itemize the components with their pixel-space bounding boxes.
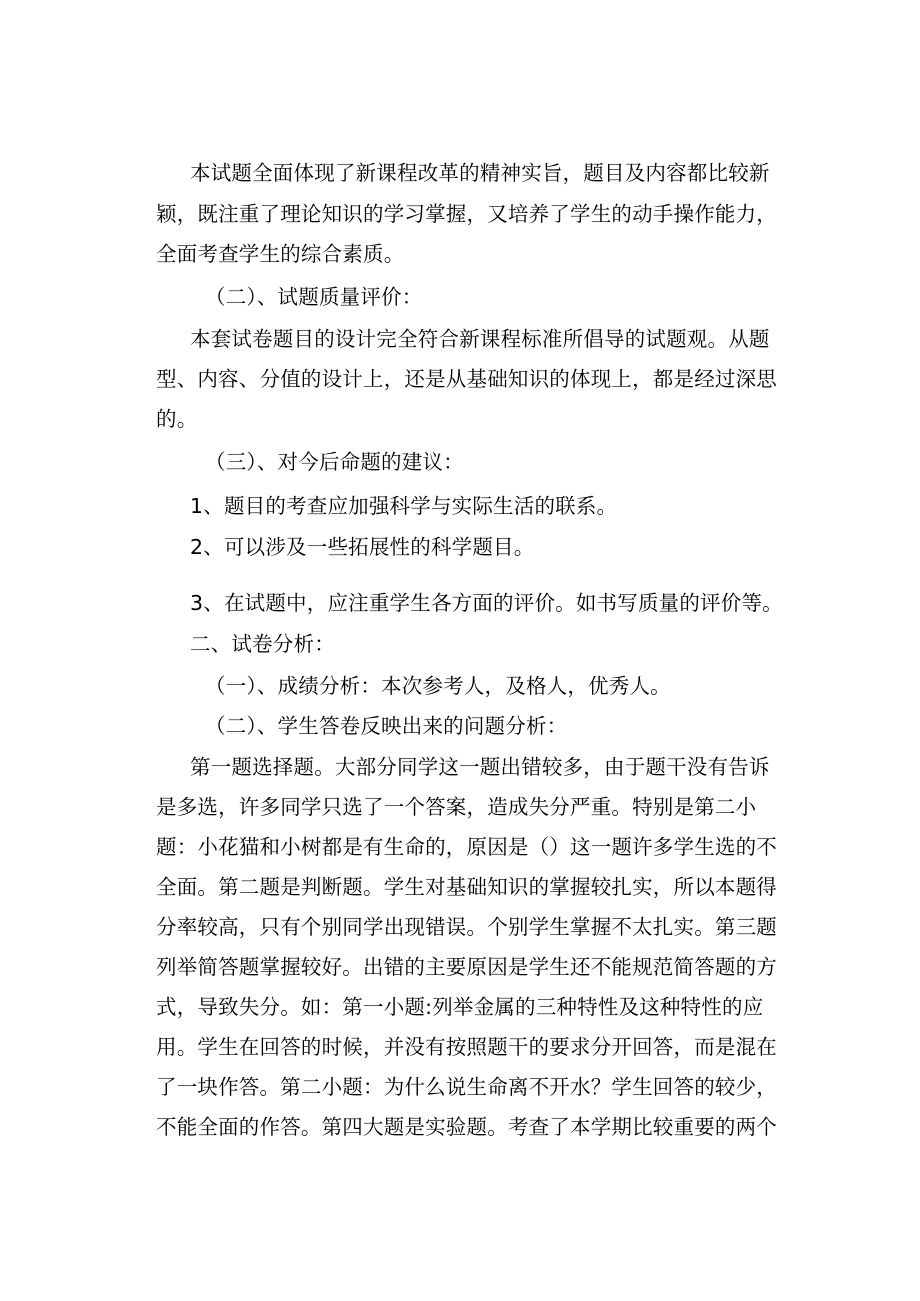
problems-line: 列举简答题掌握较好。出错的主要原因是学生还不能规范简答题的方 <box>156 955 777 979</box>
problems-line: 是多选，许多同学只选了一个答案，造成失分严重。特别是第二小 <box>156 795 757 819</box>
quality-line-1: 本套试卷题目的设计完全符合新课程标准所倡导的试题观。从题 <box>190 327 770 351</box>
problems-line: 题：小花猫和小树都是有生命的，原因是（）这一题许多学生选的不 <box>156 835 777 859</box>
suggestions-heading: （三）、对今后命题的建议： <box>205 450 464 474</box>
problems-line: 分率较高，只有个别同学出现错误。个别学生掌握不太扎实。第三题 <box>156 915 777 939</box>
quality-line-2: 型、内容、分值的设计上，还是从基础知识的体现上，都是经过深思 <box>156 367 777 391</box>
intro-line-1: 本试题全面体现了新课程改革的精神实旨，题目及内容都比较新 <box>190 161 770 185</box>
intro-line-2: 颖，既注重了理论知识的学习掌握，又培养了学生的动手操作能力， <box>156 202 777 226</box>
intro-line-3: 全面考查学生的综合素质。 <box>156 242 405 266</box>
problems-line: 式，导致失分。如：第一小题:列举金属的三种特性及这种特性的应 <box>156 995 764 1019</box>
quality-line-3: 的。 <box>156 407 198 431</box>
problems-heading: （二）、学生答卷反映出来的问题分析： <box>205 714 568 738</box>
analysis-heading: 二、试卷分析： <box>190 632 335 656</box>
quality-heading: （二）、试题质量评价： <box>205 285 423 309</box>
problems-line: 用。学生在回答的时候，并没有按照题干的要求分开回答，而是混在 <box>156 1035 777 1059</box>
suggestion-item-3: 3、在试题中，应注重学生各方面的评价。如书写质量的评价等。 <box>190 591 783 615</box>
problems-line: 不能全面的作答。第四大题是实验题。考查了本学期比较重要的两个 <box>156 1115 777 1139</box>
problems-line: 了一块作答。第二小题：为什么说生命离不开水？学生回答的较少， <box>156 1075 777 1099</box>
suggestion-item-1: 1、题目的考查应加强科学与实际生活的联系。 <box>190 494 618 518</box>
problems-line: 第一题选择题。大部分同学这一题出错较多，由于题干没有告诉 <box>190 755 770 779</box>
problems-line: 全面。第二题是判断题。学生对基础知识的掌握较扎实，所以本题得 <box>156 875 777 899</box>
score-analysis: （一）、成绩分析：本次参考人，及格人，优秀人。 <box>205 674 671 698</box>
suggestion-item-2: 2、可以涉及一些拓展性的科学题目。 <box>190 535 535 559</box>
